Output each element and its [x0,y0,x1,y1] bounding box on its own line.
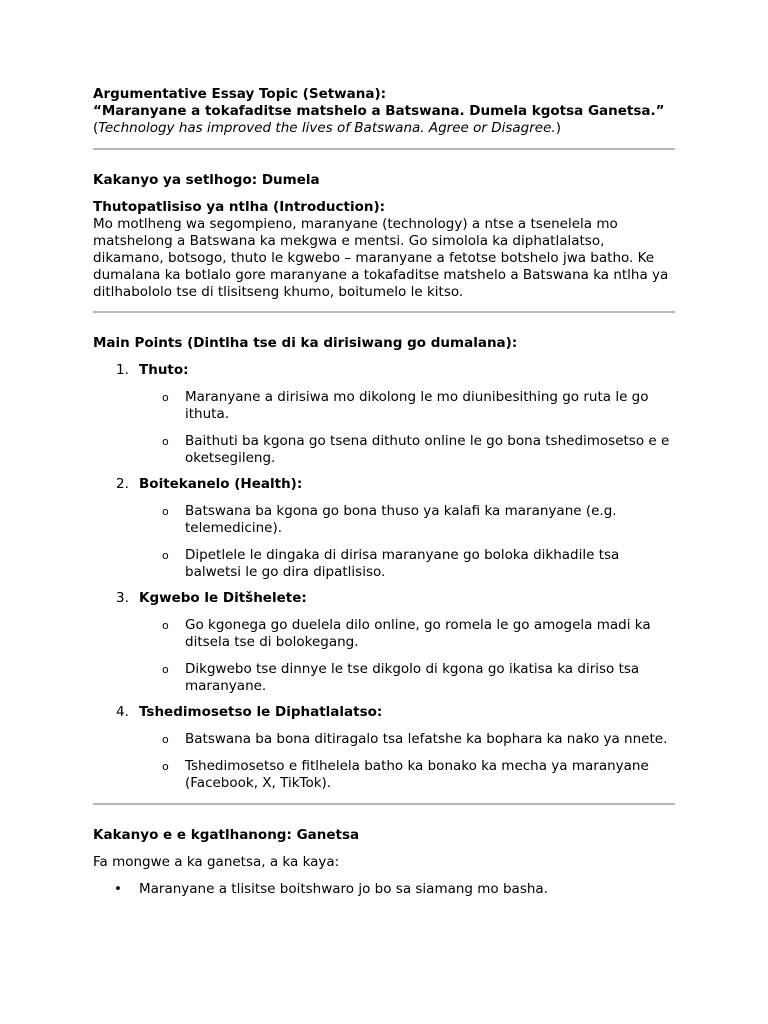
sub-item-text: Tshedimosetso e fitlhelela batho ka bonako ka mecha ya maranyane (Facebook, X, TikTok). [185,758,649,791]
point-title: Tshedimosetso le Diphatlalatso: [139,704,383,720]
sub-item [93,433,675,467]
circle-bullet-icon: o [162,505,169,518]
divider [93,148,675,150]
dot-bullet-icon: • [114,881,122,897]
sub-item-text: Dikgwebo tse dinnye le tse dikgolo di kgona go ikatisa ka diriso tsa maranyane. [185,661,640,694]
sub-item [93,661,675,695]
main-points-list [93,362,675,792]
circle-bullet-icon: o [162,549,169,562]
circle-bullet-icon: o [162,663,169,676]
topic-quote: “Maranyane a tokafaditse matshelo a Batswana. Dumela kgotsa Ganetsa.” [93,103,665,119]
sub-item [93,758,675,792]
sub-item-text: Go kgonega go duelela dilo online, go romela le go amogela madi ka ditsela tse di bolokegang. [185,617,651,650]
sub-item [93,547,675,581]
counter-item-text: Maranyane a tlisitse boitshwaro jo bo sa siamang mo basha. [139,881,548,897]
counter-list [93,881,675,898]
divider [93,311,675,313]
circle-bullet-icon: o [162,391,169,404]
sub-item-text: Dipetlele le dingaka di dirisa maranyane go boloka dikhadile tsa balwetsi le go dira dipatlisiso. [185,547,620,580]
topic-label: Argumentative Essay Topic (Setwana): [93,86,387,102]
point-item [93,590,675,695]
topic-translation: Technology has improved the lives of Batswana. Agree or Disagree. [98,120,556,136]
point-title: Boitekanelo (Health): [139,476,303,492]
sub-list [139,617,675,695]
sub-item-text: Baithuti ba kgona go tsena dithuto online le go bona tshedimosetso e e oketsegileng. [185,433,670,466]
translation-open-paren: ( [93,120,99,136]
point-item [93,704,675,792]
intro-body: Mo motlheng wa segompieno, maranyane (technology) a ntse a tsenelela mo matshelong a Batswana ka mekgwa e mentsi. Go simolola ka diphatlalatso, dikamano, botsogo, thuto le kgwebo – maranyane a fetotse botshelo jwa batho. Ke dumalana ka botlalo gore maranyane a tokafaditse matshelo a Batswana ka ntlha ya ditlhabololo tse di tlisitseng khumo, boitumelo le kitso. [93,216,669,300]
main-points-heading: Main Points (Dintlha tse di ka dirisiwang go dumalana): [93,335,518,351]
counter-item [93,881,675,898]
point-title: Kgwebo le Ditšhelete: [139,590,307,606]
point-title: Thuto: [139,362,189,378]
topic-translation-line [93,120,675,137]
sub-item-text: Batswana ba bona ditiragalo tsa lefatshe ka bophara ka nako ya nnete. [185,731,668,747]
sub-item-text: Maranyane a dirisiwa mo dikolong le mo diunibesithing go ruta le go ithuta. [185,389,649,422]
translation-close-paren: ) [555,120,561,136]
document-page [93,86,675,898]
sub-item [93,389,675,423]
circle-bullet-icon: o [162,760,169,773]
sub-item-text: Batswana ba kgona go bona thuso ya kalafi ka maranyane (e.g. telemedicine). [185,503,617,536]
counter-heading: Kakanyo e e kgatlhanong: Ganetsa [93,827,360,843]
point-number: 4. [116,704,129,720]
counter-intro: Fa mongwe a ka ganetsa, a ka kaya: [93,854,340,870]
sub-item [93,731,675,748]
circle-bullet-icon: o [162,619,169,632]
sub-item [93,617,675,651]
point-item [93,476,675,581]
circle-bullet-icon: o [162,435,169,448]
divider [93,803,675,805]
sub-list [139,389,675,467]
intro-heading: Thutopatlisiso ya ntlha (Introduction): [93,199,386,215]
sub-list [139,731,675,792]
point-number: 2. [116,476,129,492]
point-item [93,362,675,467]
sub-list [139,503,675,581]
circle-bullet-icon: o [162,733,169,746]
point-number: 1. [116,362,129,378]
point-number: 3. [116,590,129,606]
stance-label: Kakanyo ya setlhogo: Dumela [93,172,320,188]
sub-item [93,503,675,537]
